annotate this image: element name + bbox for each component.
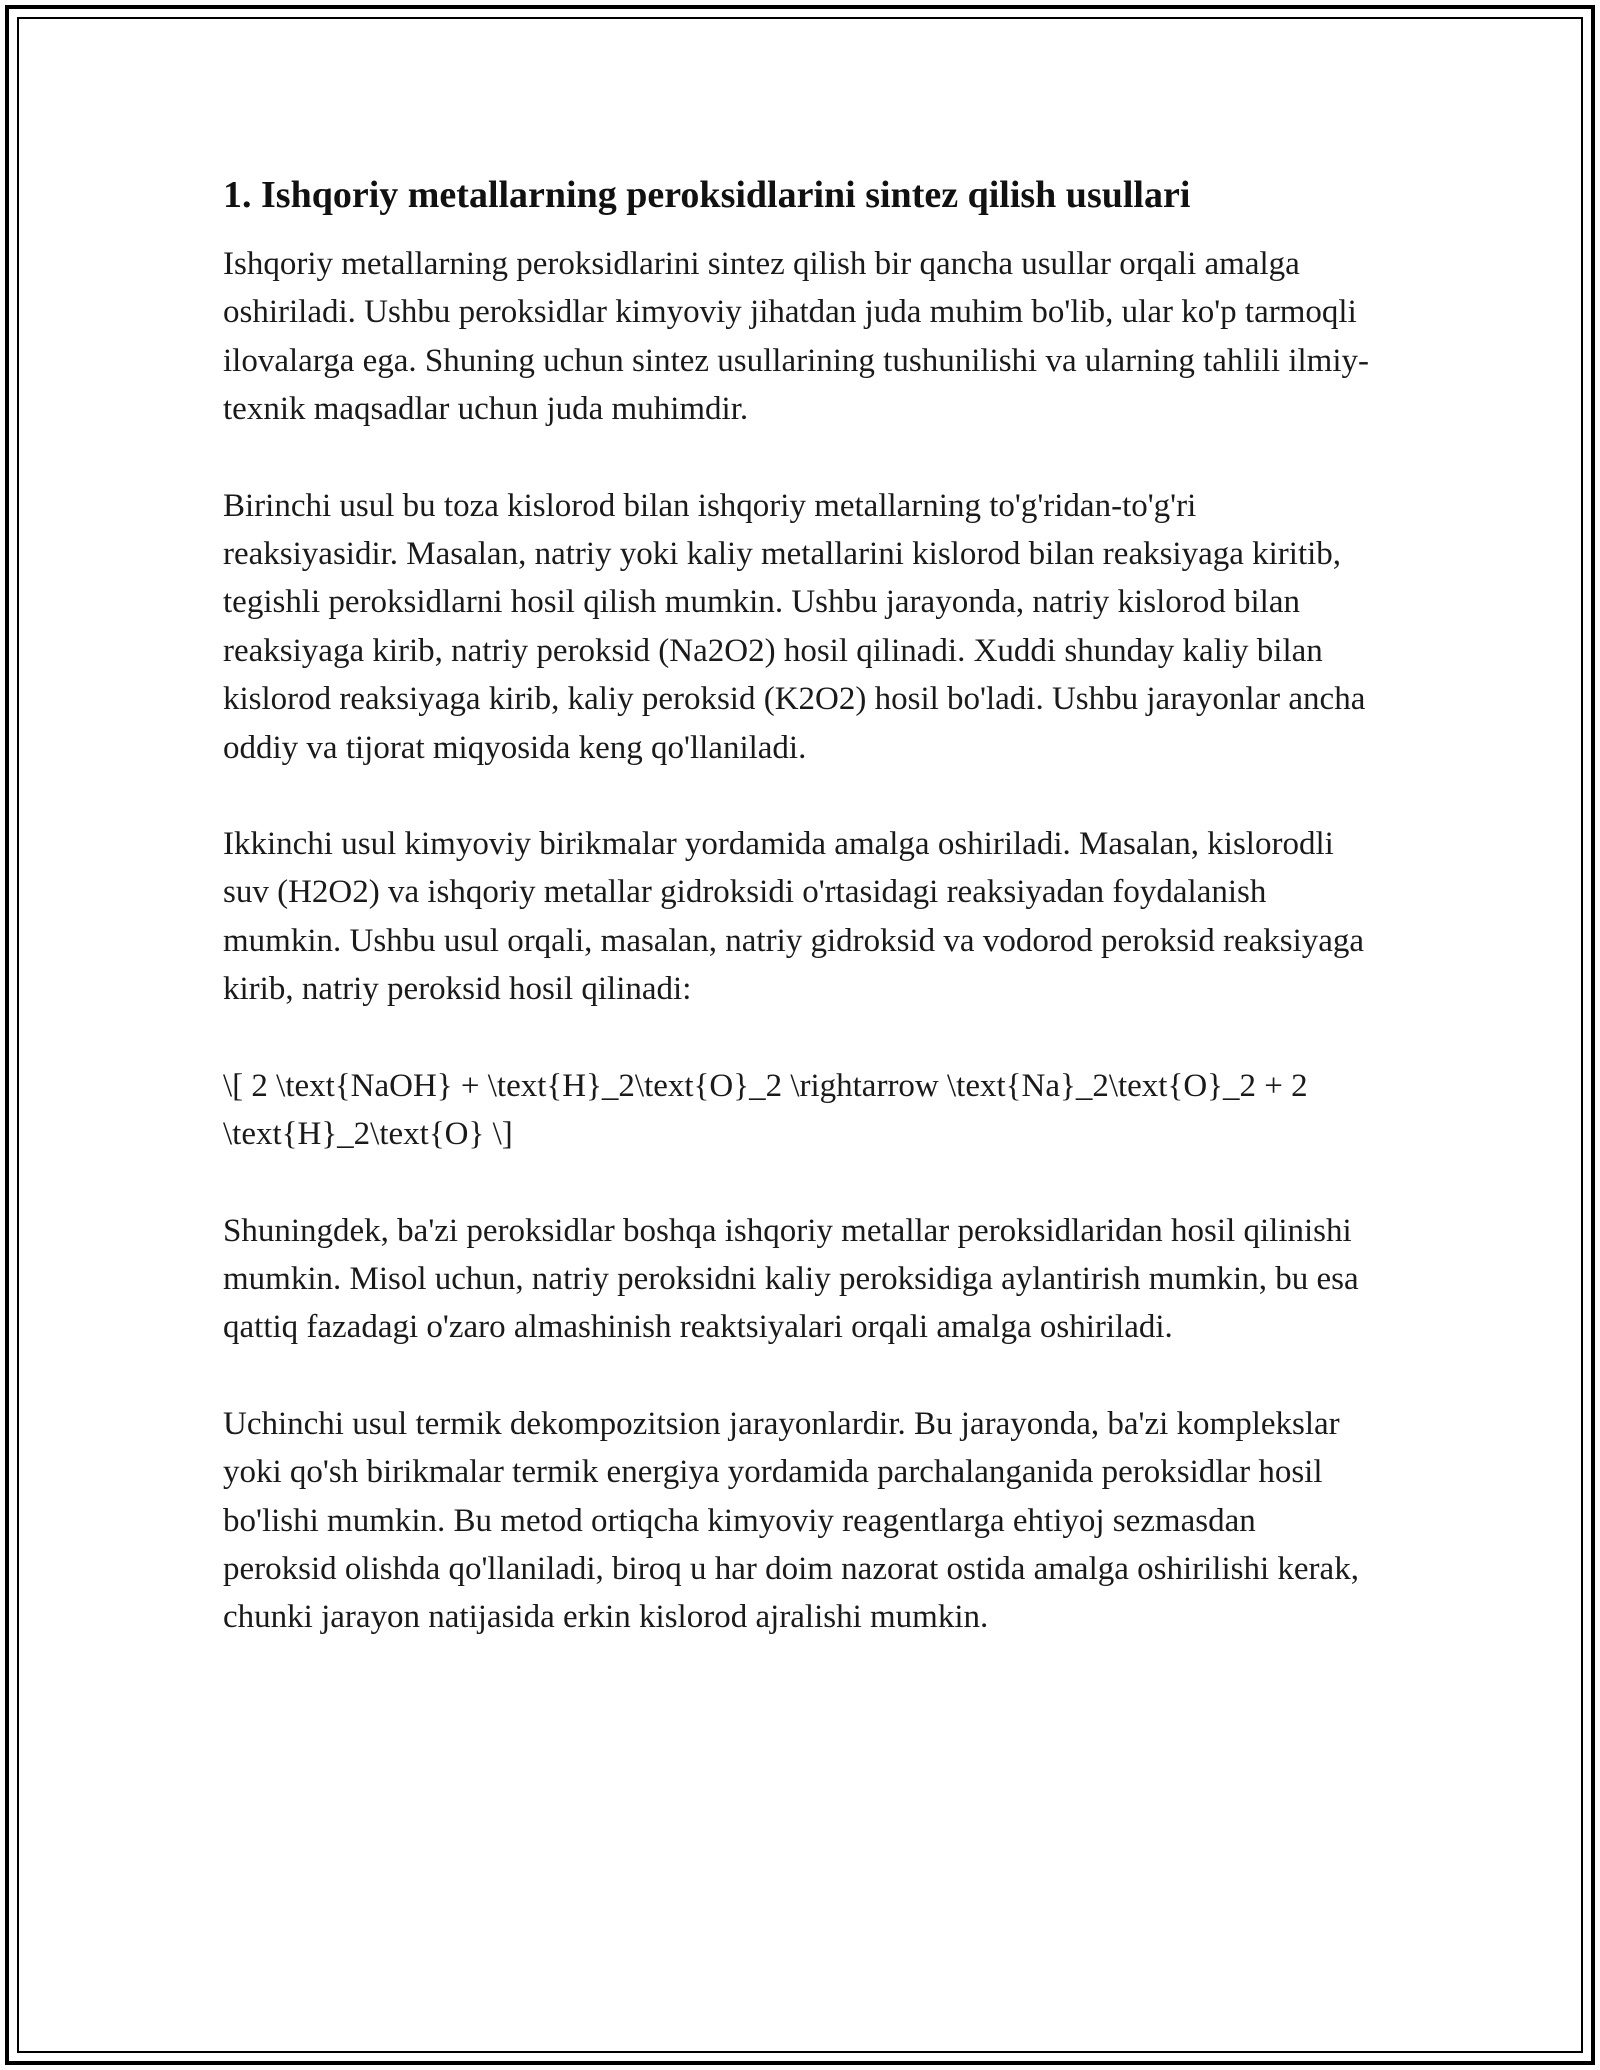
reaction-equation: \[ 2 \text{NaOH} + \text{H}_2\text{O}_2 \rightarrow \text{Na}_2\text{O}_2 + 2 \text{H}_2\text{O} \] <box>223 1067 1308 1153</box>
paragraph-conversion: Shuningdek, ba'zi peroksidlar boshqa ishqoriy metallar peroksidlaridan hosil qilinishi mumkin. Misol uchun, natriy peroksidni kaliy peroksidiga aylantirish mumkin, bu esa qattiq fazadagi o'zaro almashinish reaktsiyalari orqali amalga oshiriladi. <box>223 1212 1359 1346</box>
section-heading: 1. Ishqoriy metallarning peroksidlarini sintez qilish usullari <box>223 174 1191 216</box>
paragraph-first-method: Birinchi usul bu toza kislorod bilan ishqoriy metallarning to'g'ridan-to'g'ri reaksiyasidir. Masalan, natriy yoki kaliy metallarini kislorod bilan reaksiyaga kiritib, tegishli peroksidlarni hosil qilish mumkin. Ushbu jarayonda, natriy kislorod bilan reaksiyaga kirib, natriy peroksid (Na2O2) hosil qilinadi. Xuddi shunday kaliy bilan kislorod reaksiyaga kirib, kaliy peroksid (K2O2) hosil bo'ladi. Ushbu jarayonlar ancha oddiy va tijorat miqyosida keng qo'llaniladi. <box>223 487 1366 766</box>
paragraph-third-method: Uchinchi usul termik dekompozitsion jarayonlardir. Bu jarayonda, ba'zi komplekslar yoki qo'sh birikmalar termik energiya yordamida parchalanganida peroksidlar hosil bo'lishi mumkin. Bu metod ortiqcha kimyoviy reagentlarga ehtiyoj sezmasdan peroksid olishda qo'llaniladi, biroq u har doim nazorat ostida amalga oshirilishi kerak, chunki jarayon natijasida erkin kislorod ajralishi mumkin. <box>223 1405 1359 1636</box>
paragraph-second-method: Ikkinchi usul kimyoviy birikmalar yordamida amalga oshiriladi. Masalan, kislorodli suv (H2O2) va ishqoriy metallar gidroksidi o'rtasidagi reaksiyadan foydalanish mumkin. Ushbu usul orqali, masalan, natriy gidroksid va vodorod peroksid reaksiyaga kirib, natriy peroksid hosil qilinadi: <box>223 826 1365 1008</box>
document-body <box>223 172 1373 1690</box>
paragraph-intro: Ishqoriy metallarning peroksidlarini sintez qilish bir qancha usullar orqali amalga oshiriladi. Ushbu peroksidlar kimyoviy jihatdan juda muhim bo'lib, ular ko'p tarmoqli ilovalarga ega. Shuning uchun sintez usullarining tushunilishi va ularning tahlili ilmiy-texnik maqsadlar uchun juda muhimdir. <box>223 246 1369 428</box>
